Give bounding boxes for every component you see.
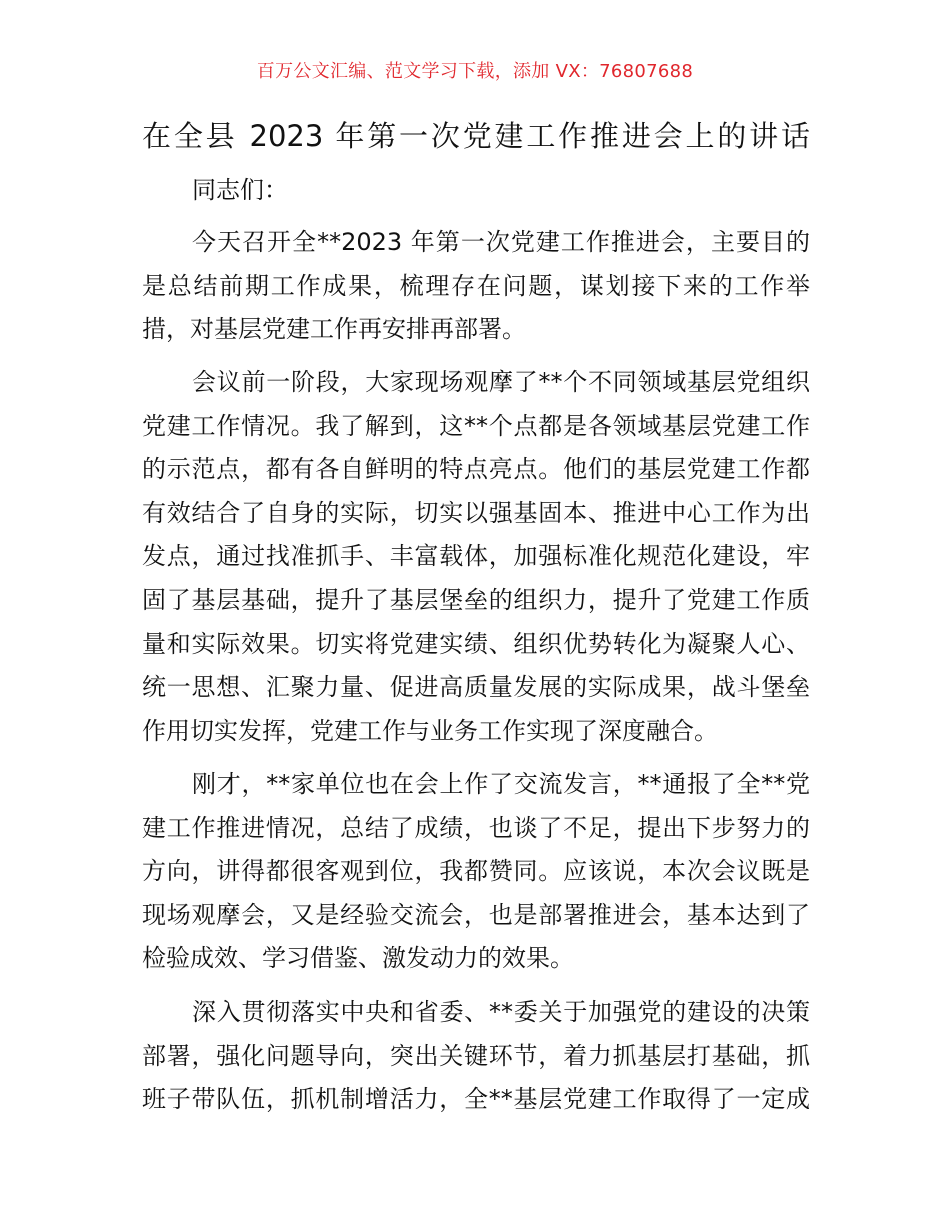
paragraph-1-line: 是总结前期工作成果，梳理存在问题，谋划接下来的工作举 bbox=[142, 271, 810, 300]
paragraph-3-line: 方向，讲得都很客观到位，我都赞同。应该说，本次会议既是 bbox=[142, 857, 810, 886]
paragraph-1-line: 今天召开全**2023 年第一次党建工作推进会，主要目的 bbox=[192, 228, 810, 256]
paragraph-2-line: 会议前一阶段，大家现场观摩了**个不同领域基层党组织 bbox=[192, 368, 810, 396]
paragraph-3-line: 检验成效、学习借鉴、激发动力的效果。 bbox=[142, 944, 574, 973]
salutation: 同志们： bbox=[192, 176, 288, 204]
watermark-header: 百万公文汇编、范文学习下载，添加 VX：76807688 bbox=[256, 61, 694, 82]
paragraph-3-line: 建工作推进情况，总结了成绩，也谈了不足，提出下步努力的 bbox=[142, 813, 810, 842]
paragraph-2-line: 有效结合了自身的实际，切实以强基固本、推进中心工作为出 bbox=[142, 498, 810, 527]
paragraph-4-line: 深入贯彻落实中央和省委、**委关于加强党的建设的决策 bbox=[192, 998, 810, 1026]
paragraph-3-line: 刚才，**家单位也在会上作了交流发言，**通报了全**党 bbox=[192, 770, 810, 798]
paragraph-2-line: 的示范点，都有各自鲜明的特点亮点。他们的基层党建工作都 bbox=[142, 455, 810, 484]
paragraph-4-line: 部署，强化问题导向，突出关键环节，着力抓基层打基础，抓 bbox=[142, 1041, 810, 1070]
paragraph-2-line: 量和实际效果。切实将党建实绩、组织优势转化为凝聚人心、 bbox=[142, 629, 810, 658]
document-title: 在全县 2023 年第一次党建工作推进会上的讲话 bbox=[142, 119, 810, 153]
paragraph-2-line: 党建工作情况。我了解到，这**个点都是各领域基层党建工作 bbox=[142, 411, 810, 440]
paragraph-2-line: 发点，通过找准抓手、丰富载体，加强标准化规范化建设，牢 bbox=[142, 542, 810, 571]
paragraph-2-line: 作用切实发挥，党建工作与业务工作实现了深度融合。 bbox=[142, 716, 718, 745]
paragraph-4-line: 班子带队伍，抓机制增活力，全**基层党建工作取得了一定成 bbox=[142, 1085, 810, 1114]
paragraph-1-line: 措，对基层党建工作再安排再部署。 bbox=[142, 315, 526, 344]
paragraph-2-line: 统一思想、汇聚力量、促进高质量发展的实际成果，战斗堡垒 bbox=[142, 673, 810, 702]
paragraph-3-line: 现场观摩会，又是经验交流会，也是部署推进会，基本达到了 bbox=[142, 900, 810, 929]
paragraph-2-line: 固了基层基础，提升了基层堡垒的组织力，提升了党建工作质 bbox=[142, 586, 810, 614]
